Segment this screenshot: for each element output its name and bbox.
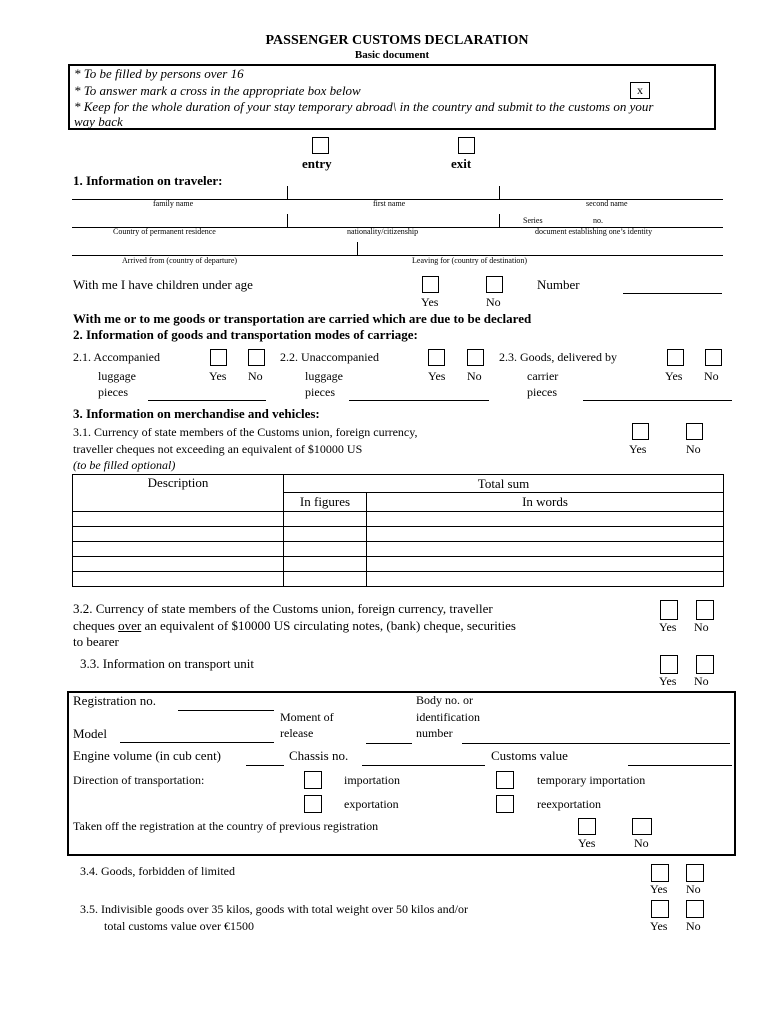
q32-text-line1: 3.2. Currency of state members of the Customs union, foreign currency, traveller [73,601,493,616]
accompanied-luggage: luggage [98,369,136,383]
importation-label: importation [344,773,400,787]
q31-no-label: No [686,442,701,456]
exit-label: exit [451,156,472,171]
declare-note: With me or to me goods or transportation are carried which are due to be declared [73,311,532,326]
exportation-label: exportation [344,797,399,811]
q34-text: 3.4. Goods, forbidden of limited [80,864,235,878]
q35-yes-checkbox[interactable] [651,900,669,918]
exportation-checkbox[interactable] [304,795,322,813]
words-cell[interactable] [367,557,724,572]
arrived-from-label: Arrived from (country of departure) [122,256,238,265]
entry-label: entry [302,156,332,171]
words-cell[interactable] [367,572,724,587]
family-name-label: family name [153,199,194,208]
exit-checkbox[interactable] [458,137,475,154]
taken-off-registration-label: Taken off the registration at the country of previous registration [73,819,379,833]
children-no-checkbox[interactable] [486,276,503,293]
q31-optional-note: (to be filled optional) [73,458,176,472]
q34-no-label: No [686,882,701,896]
q35-yes-label: Yes [650,919,668,933]
figures-cell[interactable] [284,557,367,572]
q35-text-line1: 3.5. Indivisible goods over 35 kilos, goods with total weight over 50 kilos and/or [80,902,468,916]
entry-checkbox[interactable] [312,137,329,154]
words-cell[interactable] [367,512,724,527]
divider [287,214,288,227]
body-no-label-2: identification [416,710,480,724]
temp-importation-checkbox[interactable] [496,771,514,789]
customs-value-label: Customs value [491,748,568,763]
carrier-label: carrier [527,369,559,383]
engine-volume-field[interactable] [246,765,284,766]
taken-off-no-label: No [634,836,649,850]
in-figures-header: In figures [284,493,367,512]
q32-no-checkbox[interactable] [696,600,714,620]
reexportation-label: reexportation [537,797,601,811]
doc-no-label: no. [593,216,603,225]
figures-cell[interactable] [284,572,367,587]
accompanied-pieces: pieces [98,385,128,399]
table-row[interactable] [73,527,724,542]
temp-importation-label: temporary importation [537,773,646,787]
children-label: With me I have children under age [73,277,253,292]
accompanied-yes-checkbox[interactable] [210,349,227,366]
q33-no-checkbox[interactable] [696,655,714,674]
description-header: Description [73,475,284,512]
body-no-label-1: Body no. or [416,693,473,707]
engine-volume-label: Engine volume (in cub cent) [73,748,222,763]
carrier-yes-label: Yes [665,369,683,383]
section1-title: 1. Information on traveler: [73,173,223,188]
q32-text-line2 [73,618,516,634]
carrier-pieces: pieces [527,385,557,399]
unaccompanied-no-checkbox[interactable] [467,349,484,366]
table-row[interactable] [73,512,724,527]
unaccompanied-pieces: pieces [305,385,335,399]
taken-off-no-checkbox[interactable] [632,818,652,835]
moment-release-label-2: release [280,726,314,740]
unaccompanied-no-label: No [467,369,482,383]
q33-no-label: No [694,674,709,688]
unaccompanied-pieces-field[interactable] [349,400,489,401]
q32-over-word: over [118,618,142,633]
q31-yes-checkbox[interactable] [632,423,649,440]
unaccompanied-luggage: luggage [305,369,343,383]
table-row[interactable] [73,557,724,572]
q32-yes-checkbox[interactable] [660,600,678,620]
taken-off-yes-label: Yes [578,836,596,850]
figures-cell[interactable] [284,542,367,557]
q32-text-suffix: an equivalent of $10000 US circulating notes, (bank) cheque, securities [141,618,516,633]
model-label: Model [73,726,107,741]
carrier-no-label: No [704,369,719,383]
q34-no-checkbox[interactable] [686,864,704,882]
merchandise-table [72,474,724,587]
unaccompanied-yes-label: Yes [428,369,446,383]
carrier-yes-checkbox[interactable] [667,349,684,366]
registration-field[interactable] [178,710,274,711]
example-mark: x [637,83,643,97]
unaccompanied-label: 2.2. Unaccompanied [280,350,379,364]
children-no-label: No [486,295,501,309]
q35-no-checkbox[interactable] [686,900,704,918]
accompanied-no-checkbox[interactable] [248,349,265,366]
q31-no-checkbox[interactable] [686,423,703,440]
chassis-field[interactable] [362,765,485,766]
divider [287,186,288,199]
q35-no-label: No [686,919,701,933]
carrier-goods-label: 2.3. Goods, delivered by [499,350,617,364]
first-name-label: first name [373,199,406,208]
divider [499,186,500,199]
carrier-no-checkbox[interactable] [705,349,722,366]
children-number-label: Number [537,277,580,292]
series-label: Series [523,216,543,225]
note-keep: * Keep for the whole duration of your stay temporary abroad\ in the country and submit to the customs on your [74,99,654,114]
second-name-label: second name [586,199,628,208]
q31-text-line2: traveller cheques not exceeding an equivalent of $10000 US [73,442,363,456]
q33-text: 3.3. Information on transport unit [80,656,255,671]
words-cell[interactable] [367,542,724,557]
description-cell[interactable] [73,572,284,587]
accompanied-no-label: No [248,369,263,383]
description-cell[interactable] [73,512,284,527]
country-residence-label: Country of permanent residence [113,227,216,236]
description-cell[interactable] [73,542,284,557]
children-yes-checkbox[interactable] [422,276,439,293]
q32-text-line3: to bearer [73,634,119,649]
nationality-label: nationality/citizenship [347,227,419,236]
form-subtitle: Basic document [354,49,430,61]
identity-document-label: document establishing one’s identity [535,227,653,236]
description-cell[interactable] [73,527,284,542]
carrier-pieces-field[interactable] [583,400,732,401]
chassis-label: Chassis no. [289,748,349,763]
q32-text-prefix: cheques [73,618,119,633]
section2-title: 2. Information of goods and transportation modes of carriage: [73,327,418,342]
importation-checkbox[interactable] [304,771,322,789]
accompanied-label: 2.1. Accompanied [73,350,160,364]
unaccompanied-yes-checkbox[interactable] [428,349,445,366]
divider [357,242,358,255]
table-row[interactable] [73,572,724,587]
body-no-field[interactable] [462,743,730,744]
children-number-field[interactable] [623,293,722,294]
figures-cell[interactable] [284,512,367,527]
q34-yes-label: Yes [650,882,668,896]
section3-title: 3. Information on merchandise and vehicles: [73,406,320,421]
body-no-label-3: number [416,726,453,740]
description-cell[interactable] [73,557,284,572]
reexportation-checkbox[interactable] [496,795,514,813]
q32-no-label: No [694,620,709,634]
taken-off-yes-checkbox[interactable] [578,818,596,835]
total-sum-header: Total sum [284,475,724,493]
figures-cell[interactable] [284,527,367,542]
note-mark: * To answer mark a cross in the appropriate box below [74,83,361,98]
children-yes-label: Yes [421,295,439,309]
q34-yes-checkbox[interactable] [651,864,669,882]
example-checkbox [630,82,650,99]
accompanied-pieces-field[interactable] [148,400,266,401]
moment-release-label-1: Moment of [280,710,334,724]
q35-text-line2: total customs value over €1500 [104,919,254,933]
note-age: * To be filled by persons over 16 [74,66,244,81]
q33-yes-label: Yes [659,674,677,688]
customs-value-field[interactable] [628,765,732,766]
q31-yes-label: Yes [629,442,647,456]
leaving-for-label: Leaving for (country of destination) [412,256,528,265]
q32-yes-label: Yes [659,620,677,634]
moment-release-field[interactable] [366,743,412,744]
q31-text-line1: 3.1. Currency of state members of the Customs union, foreign currency, [73,425,418,439]
table-row[interactable] [73,542,724,557]
direction-transport-label: Direction of transportation: [73,773,205,787]
form-title: PASSENGER CUSTOMS DECLARATION [265,33,529,48]
accompanied-yes-label: Yes [209,369,227,383]
q33-yes-checkbox[interactable] [660,655,678,674]
divider [499,214,500,227]
in-words-header: In words [367,493,724,512]
note-keep-cont: way back [74,114,123,129]
registration-label: Registration no. [73,693,157,708]
model-field[interactable] [120,742,274,743]
words-cell[interactable] [367,527,724,542]
